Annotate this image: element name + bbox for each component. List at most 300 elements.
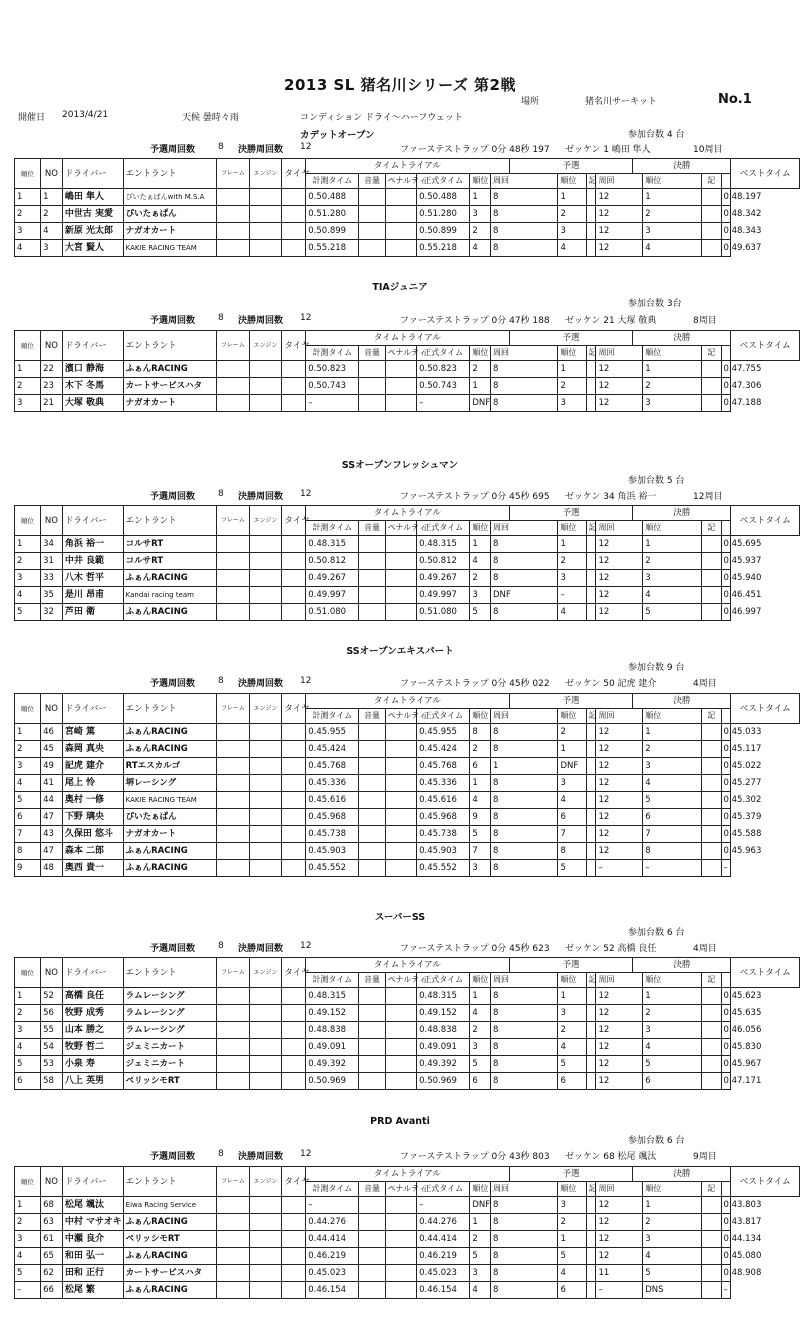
volume-cell xyxy=(359,189,385,206)
best-time-cell: 0.48.197 xyxy=(721,189,731,206)
tire-cell xyxy=(282,1022,306,1039)
qual-pos-cell: 1 xyxy=(558,1231,586,1248)
entrant-cell: 堺レーシング xyxy=(123,775,216,792)
qual-laps-cell: 8 xyxy=(490,223,557,240)
frame-cell xyxy=(217,758,250,775)
final-laps-label: 決勝周回数 xyxy=(238,316,284,326)
tire-cell xyxy=(282,1214,306,1231)
qual-note-cell xyxy=(586,758,596,775)
frame-cell xyxy=(217,792,250,809)
measured-time-cell: 0.44.276 xyxy=(306,1214,359,1231)
rank-cell: 1 xyxy=(15,988,41,1005)
car-number-cell: 1 xyxy=(41,189,63,206)
qual-pos-cell: DNF xyxy=(558,758,586,775)
final-note-cell xyxy=(701,206,721,223)
best-time-header: ベストタイム xyxy=(731,159,800,189)
driver-cell: 高橋 良任 xyxy=(62,988,123,1005)
table-row xyxy=(15,1073,800,1090)
rank-cell: 2 xyxy=(15,741,41,758)
volume-cell xyxy=(359,843,385,860)
final-note-header: 記 xyxy=(701,973,721,988)
entrant-cell: ふぁんRACING xyxy=(123,860,216,877)
penalty-cell xyxy=(385,1073,417,1090)
tt-pos-cell: 3 xyxy=(470,1265,491,1282)
engine-cell xyxy=(249,189,282,206)
official-time-cell: 0.45.023 xyxy=(417,1265,470,1282)
volume-cell xyxy=(359,1022,385,1039)
entrant-cell: ナガオカート xyxy=(123,826,216,843)
official-time-cell: 0.51.280 xyxy=(417,206,470,223)
best-time-cell: 0.45.080 xyxy=(721,1248,731,1265)
driver-header: ドライバー xyxy=(62,958,123,988)
entrant-cell: ぴいたぁぱん xyxy=(123,206,216,223)
final-pos-cell: 5 xyxy=(643,792,702,809)
final-laps-cell: 12 xyxy=(596,809,643,826)
qual-laps-label: 予選周回数 xyxy=(150,679,196,689)
qual-note-cell xyxy=(586,1056,596,1073)
best-time-header: ベストタイム xyxy=(731,694,800,724)
entrant-cell: ふぁんRACING xyxy=(123,1248,216,1265)
final-header: 決勝 xyxy=(633,159,731,174)
penalty-cell xyxy=(385,189,417,206)
tire-cell xyxy=(282,843,306,860)
qual-note-cell xyxy=(586,843,596,860)
engine-cell xyxy=(249,1265,282,1282)
tt-pos-cell: 4 xyxy=(470,240,491,257)
measured-time-cell: 0.45.903 xyxy=(306,843,359,860)
rank-cell: 6 xyxy=(15,809,41,826)
entrant-cell: ぴいたぁぱん xyxy=(123,809,216,826)
final-pos-cell: 5 xyxy=(643,1265,702,1282)
final-laps-cell: 12 xyxy=(596,587,643,604)
results-table xyxy=(14,158,800,257)
frame-cell xyxy=(217,741,250,758)
tt-pos-cell: 4 xyxy=(470,1005,491,1022)
final-note-cell xyxy=(701,741,721,758)
measured-header: 計測タイム xyxy=(306,1182,359,1197)
final-laps-cell: 12 xyxy=(596,604,643,621)
final-laps-label: 決勝周回数 xyxy=(238,145,284,155)
frame-cell xyxy=(217,1022,250,1039)
volume-cell xyxy=(359,741,385,758)
penalty-cell xyxy=(385,223,417,240)
rank-cell: 3 xyxy=(15,223,41,240)
best-time-header: ベストタイム xyxy=(731,958,800,988)
entrant-cell: ふぁんRACING xyxy=(123,843,216,860)
time-trial-header: タイムトライアル xyxy=(306,506,509,521)
qual-note-header: 記 xyxy=(586,709,596,724)
rank-header: 順位 xyxy=(15,958,41,988)
fastest-lap: ファーステストラップ 0分 43秒 803 xyxy=(400,1152,550,1162)
entrant-header: エントラント xyxy=(123,1167,216,1197)
engine-header: エンジン xyxy=(249,694,282,724)
measured-time-cell: 0.45.023 xyxy=(306,1265,359,1282)
tt-pos-cell: 1 xyxy=(470,536,491,553)
table-row xyxy=(15,604,800,621)
tt-pos-cell: 2 xyxy=(470,1022,491,1039)
qual-laps-cell: 8 xyxy=(490,809,557,826)
no-header: NO xyxy=(41,694,63,724)
date-value: 2013/4/21 xyxy=(62,110,109,120)
tt-pos-cell: 3 xyxy=(470,860,491,877)
no-header: NO xyxy=(41,159,63,189)
rank-cell: 9 xyxy=(15,860,41,877)
final-note-header: 記 xyxy=(701,346,721,361)
tire-cell xyxy=(282,378,306,395)
qual-pos-cell: 6 xyxy=(558,809,586,826)
qual-pos-cell: 2 xyxy=(558,1022,586,1039)
rank-cell: 3 xyxy=(15,395,41,412)
final-laps-cell: 12 xyxy=(596,792,643,809)
qual-laps-label: 予選周回数 xyxy=(150,944,196,954)
official-time-cell: 0.50.488 xyxy=(417,189,470,206)
car-number-cell: 21 xyxy=(41,395,63,412)
volume-cell xyxy=(359,395,385,412)
volume-cell xyxy=(359,775,385,792)
driver-cell: 濱口 静海 xyxy=(62,361,123,378)
final-pos-cell: 4 xyxy=(643,240,702,257)
entrant-cell: ナガオカート xyxy=(123,395,216,412)
tt-pos-cell: DNF xyxy=(470,1197,491,1214)
entrant-cell: ペリッシモRT xyxy=(123,1073,216,1090)
volume-cell xyxy=(359,988,385,1005)
car-number-cell: 2 xyxy=(41,206,63,223)
table-row xyxy=(15,988,800,1005)
final-laps-value: 12 xyxy=(300,313,312,323)
best-time-cell: 0.46.451 xyxy=(721,587,731,604)
volume-cell xyxy=(359,1056,385,1073)
engine-cell xyxy=(249,553,282,570)
official-header: 正式タイム xyxy=(417,521,470,536)
table-row xyxy=(15,1248,800,1265)
entrant-cell: ふぁんRACING xyxy=(123,724,216,741)
header-row xyxy=(15,1167,800,1182)
tt-pos-cell: 5 xyxy=(470,604,491,621)
final-note-cell xyxy=(701,223,721,240)
qual-pos-cell: 3 xyxy=(558,395,586,412)
frame-cell xyxy=(217,775,250,792)
volume-cell xyxy=(359,1231,385,1248)
rank-cell: 1 xyxy=(15,536,41,553)
official-time-cell: 0.45.955 xyxy=(417,724,470,741)
car-number-cell: 47 xyxy=(41,843,63,860)
frame-header: フレーム xyxy=(217,159,250,189)
place-label: 場所 xyxy=(521,97,540,107)
volume-cell xyxy=(359,1005,385,1022)
qual-pos-cell: 4 xyxy=(558,240,586,257)
engine-cell xyxy=(249,741,282,758)
frame-cell xyxy=(217,724,250,741)
official-time-cell: 0.48.315 xyxy=(417,536,470,553)
car-number-cell: 68 xyxy=(41,1197,63,1214)
table-row xyxy=(15,1197,800,1214)
table-row xyxy=(15,1005,800,1022)
tt-pos-cell: 2 xyxy=(470,361,491,378)
qual-pos-header: 順位 xyxy=(558,521,586,536)
qual-laps-header: 周回 xyxy=(490,973,557,988)
qual-laps-label: 予選周回数 xyxy=(150,316,196,326)
tire-cell xyxy=(282,395,306,412)
final-note-cell xyxy=(701,809,721,826)
car-number-cell: 52 xyxy=(41,988,63,1005)
qual-pos-cell: 4 xyxy=(558,1039,586,1056)
qual-header: 予選 xyxy=(509,159,633,174)
tt-pos-cell: 9 xyxy=(470,809,491,826)
qual-laps-cell: 8 xyxy=(490,1265,557,1282)
tire-cell xyxy=(282,570,306,587)
measured-time-cell: – xyxy=(306,1197,359,1214)
tt-pos-cell: 1 xyxy=(470,1214,491,1231)
frame-cell xyxy=(217,1214,250,1231)
entrant-cell: ラムレーシング xyxy=(123,1022,216,1039)
rank-cell: 3 xyxy=(15,1022,41,1039)
car-number-cell: 54 xyxy=(41,1039,63,1056)
tt-pos-cell: 2 xyxy=(470,741,491,758)
final-laps-cell: 12 xyxy=(596,395,643,412)
qual-laps-cell: 8 xyxy=(490,792,557,809)
final-laps-cell: 12 xyxy=(596,758,643,775)
volume-cell xyxy=(359,1282,385,1299)
best-time-header: ベストタイム xyxy=(731,506,800,536)
tire-cell xyxy=(282,189,306,206)
measured-time-cell: 0.45.616 xyxy=(306,792,359,809)
table-row xyxy=(15,775,800,792)
final-pos-cell: 2 xyxy=(643,206,702,223)
table-row xyxy=(15,758,800,775)
driver-cell: 森岡 真央 xyxy=(62,741,123,758)
engine-header: エンジン xyxy=(249,331,282,361)
qual-laps-cell: 8 xyxy=(490,741,557,758)
volume-cell xyxy=(359,724,385,741)
penalty-cell xyxy=(385,775,417,792)
header-row xyxy=(15,694,800,709)
rank-cell: 4 xyxy=(15,775,41,792)
engine-cell xyxy=(249,1022,282,1039)
driver-cell: 奥村 一修 xyxy=(62,792,123,809)
frame-cell xyxy=(217,587,250,604)
driver-cell: 大塚 敬典 xyxy=(62,395,123,412)
engine-cell xyxy=(249,758,282,775)
measured-time-cell: 0.50.823 xyxy=(306,361,359,378)
participant-count: 参加台数 6 台 xyxy=(628,1136,685,1146)
qual-note-cell xyxy=(586,1282,596,1299)
volume-cell xyxy=(359,570,385,587)
final-note-cell xyxy=(701,1039,721,1056)
volume-cell xyxy=(359,223,385,240)
final-pos-cell: 2 xyxy=(643,1214,702,1231)
table-row xyxy=(15,724,800,741)
final-note-header: 記 xyxy=(701,174,721,189)
best-time-cell: 0.46.056 xyxy=(721,1022,731,1039)
driver-cell: 中世古 実愛 xyxy=(62,206,123,223)
car-number-cell: 53 xyxy=(41,1056,63,1073)
qual-note-cell xyxy=(586,189,596,206)
measured-time-cell: 0.45.955 xyxy=(306,724,359,741)
tt-pos-cell: 2 xyxy=(470,223,491,240)
participant-count: 参加台数 6 台 xyxy=(628,928,685,938)
qual-note-cell xyxy=(586,775,596,792)
qual-note-cell xyxy=(586,553,596,570)
penalty-cell xyxy=(385,741,417,758)
qual-laps-cell: 8 xyxy=(490,1039,557,1056)
table-row xyxy=(15,223,800,240)
final-laps-cell: 12 xyxy=(596,843,643,860)
car-number-cell: 66 xyxy=(41,1282,63,1299)
table-row xyxy=(15,792,800,809)
final-laps-cell: 12 xyxy=(596,189,643,206)
final-note-cell xyxy=(701,604,721,621)
final-laps-cell: – xyxy=(596,860,643,877)
car-number-cell: 22 xyxy=(41,361,63,378)
measured-time-cell: 0.46.219 xyxy=(306,1248,359,1265)
final-note-cell xyxy=(701,775,721,792)
frame-cell xyxy=(217,240,250,257)
engine-cell xyxy=(249,536,282,553)
official-time-cell: 0.45.616 xyxy=(417,792,470,809)
car-number-cell: 45 xyxy=(41,741,63,758)
final-pos-cell: 1 xyxy=(643,724,702,741)
entrant-cell: KAKIE RACING TEAM xyxy=(123,792,216,809)
penalty-cell xyxy=(385,809,417,826)
qual-header: 予選 xyxy=(509,506,633,521)
table-row xyxy=(15,553,800,570)
penalty-cell xyxy=(385,792,417,809)
participant-count: 参加台数 5 台 xyxy=(628,476,685,486)
measured-time-cell: 0.49.392 xyxy=(306,1056,359,1073)
fastest-lap-driver: ゼッケン 34 角浜 裕一 xyxy=(565,492,657,502)
qual-laps-cell: 8 xyxy=(490,240,557,257)
qual-laps-cell: 8 xyxy=(490,1231,557,1248)
penalty-cell xyxy=(385,536,417,553)
qual-pos-cell: 8 xyxy=(558,843,586,860)
final-pos-cell: – xyxy=(643,860,702,877)
volume-cell xyxy=(359,860,385,877)
results-table xyxy=(14,330,800,412)
best-time-cell: 0.43.803 xyxy=(721,1197,731,1214)
frame-cell xyxy=(217,826,250,843)
final-laps-label: 決勝周回数 xyxy=(238,944,284,954)
header-row xyxy=(15,958,800,973)
final-laps-cell: 12 xyxy=(596,1231,643,1248)
table-row xyxy=(15,206,800,223)
rank-header: 順位 xyxy=(15,694,41,724)
final-laps-cell: 12 xyxy=(596,1197,643,1214)
engine-cell xyxy=(249,361,282,378)
tt-pos-cell: 5 xyxy=(470,1248,491,1265)
qual-note-cell xyxy=(586,1073,596,1090)
official-time-cell: 0.49.091 xyxy=(417,1039,470,1056)
engine-cell xyxy=(249,860,282,877)
official-time-cell: 0.45.768 xyxy=(417,758,470,775)
entrant-cell: Eiwa Racing Service xyxy=(123,1197,216,1214)
rank-cell: 4 xyxy=(15,587,41,604)
class-name: SSオープンフレッシュマン xyxy=(341,460,459,471)
penalty-header: ペナルティ xyxy=(385,709,417,724)
qual-pos-cell: 2 xyxy=(558,206,586,223)
qual-pos-cell: 1 xyxy=(558,741,586,758)
measured-time-cell: 0.50.743 xyxy=(306,378,359,395)
entrant-cell: コルサRT xyxy=(123,553,216,570)
qual-note-cell xyxy=(586,536,596,553)
engine-cell xyxy=(249,809,282,826)
driver-cell: 松尾 颯汰 xyxy=(62,1197,123,1214)
final-laps-label: 決勝周回数 xyxy=(238,492,284,502)
final-laps-cell: 12 xyxy=(596,1056,643,1073)
final-laps-header: 周回 xyxy=(596,1182,643,1197)
volume-cell xyxy=(359,1248,385,1265)
final-laps-cell: 12 xyxy=(596,223,643,240)
qual-header: 予選 xyxy=(509,694,633,709)
tire-cell xyxy=(282,988,306,1005)
measured-header: 計測タイム xyxy=(306,174,359,189)
official-time-cell: 0.46.219 xyxy=(417,1248,470,1265)
final-laps-value: 12 xyxy=(300,676,312,686)
engine-cell xyxy=(249,604,282,621)
car-number-cell: 34 xyxy=(41,536,63,553)
qual-pos-cell: 4 xyxy=(558,604,586,621)
measured-time-cell: 0.51.080 xyxy=(306,604,359,621)
penalty-cell xyxy=(385,1214,417,1231)
car-number-cell: 3 xyxy=(41,240,63,257)
volume-cell xyxy=(359,604,385,621)
frame-cell xyxy=(217,1265,250,1282)
final-laps-cell: 12 xyxy=(596,1214,643,1231)
engine-cell xyxy=(249,1214,282,1231)
official-time-cell: 0.48.315 xyxy=(417,988,470,1005)
final-note-cell xyxy=(701,361,721,378)
qual-pos-cell: 2 xyxy=(558,378,586,395)
penalty-cell xyxy=(385,988,417,1005)
qual-note-cell xyxy=(586,1248,596,1265)
final-note-cell xyxy=(701,240,721,257)
engine-cell xyxy=(249,223,282,240)
qual-note-cell xyxy=(586,1022,596,1039)
volume-cell xyxy=(359,1214,385,1231)
penalty-cell xyxy=(385,1039,417,1056)
measured-time-cell: 0.44.414 xyxy=(306,1231,359,1248)
final-pos-cell: 8 xyxy=(643,843,702,860)
fastest-lap: ファーステストラップ 0分 45秒 623 xyxy=(400,944,550,954)
car-number-cell: 47 xyxy=(41,809,63,826)
fastest-lap-number: 9周目 xyxy=(693,1152,717,1162)
results-table xyxy=(14,1166,800,1299)
car-number-cell: 58 xyxy=(41,1073,63,1090)
volume-cell xyxy=(359,1039,385,1056)
final-note-cell xyxy=(701,843,721,860)
qual-laps-cell: 8 xyxy=(490,553,557,570)
final-pos-cell: 4 xyxy=(643,775,702,792)
sheet-number: No.1 xyxy=(718,92,752,107)
table-row xyxy=(15,1039,800,1056)
entrant-cell: ふぁんRACING xyxy=(123,361,216,378)
engine-cell xyxy=(249,1231,282,1248)
penalty-cell xyxy=(385,1022,417,1039)
frame-cell xyxy=(217,570,250,587)
place-value: 猪名川サーキット xyxy=(585,97,657,107)
qual-laps-header: 周回 xyxy=(490,1182,557,1197)
qual-note-cell xyxy=(586,1005,596,1022)
final-note-cell xyxy=(701,792,721,809)
qual-laps-header: 周回 xyxy=(490,346,557,361)
frame-header: フレーム xyxy=(217,694,250,724)
official-header: 正式タイム xyxy=(417,1182,470,1197)
tt-pos-cell: 6 xyxy=(470,758,491,775)
table-row xyxy=(15,1282,800,1299)
final-pos-header: 順位 xyxy=(643,346,702,361)
final-pos-cell: 1 xyxy=(643,189,702,206)
measured-time-cell: 0.49.152 xyxy=(306,1005,359,1022)
results-table xyxy=(14,957,800,1090)
